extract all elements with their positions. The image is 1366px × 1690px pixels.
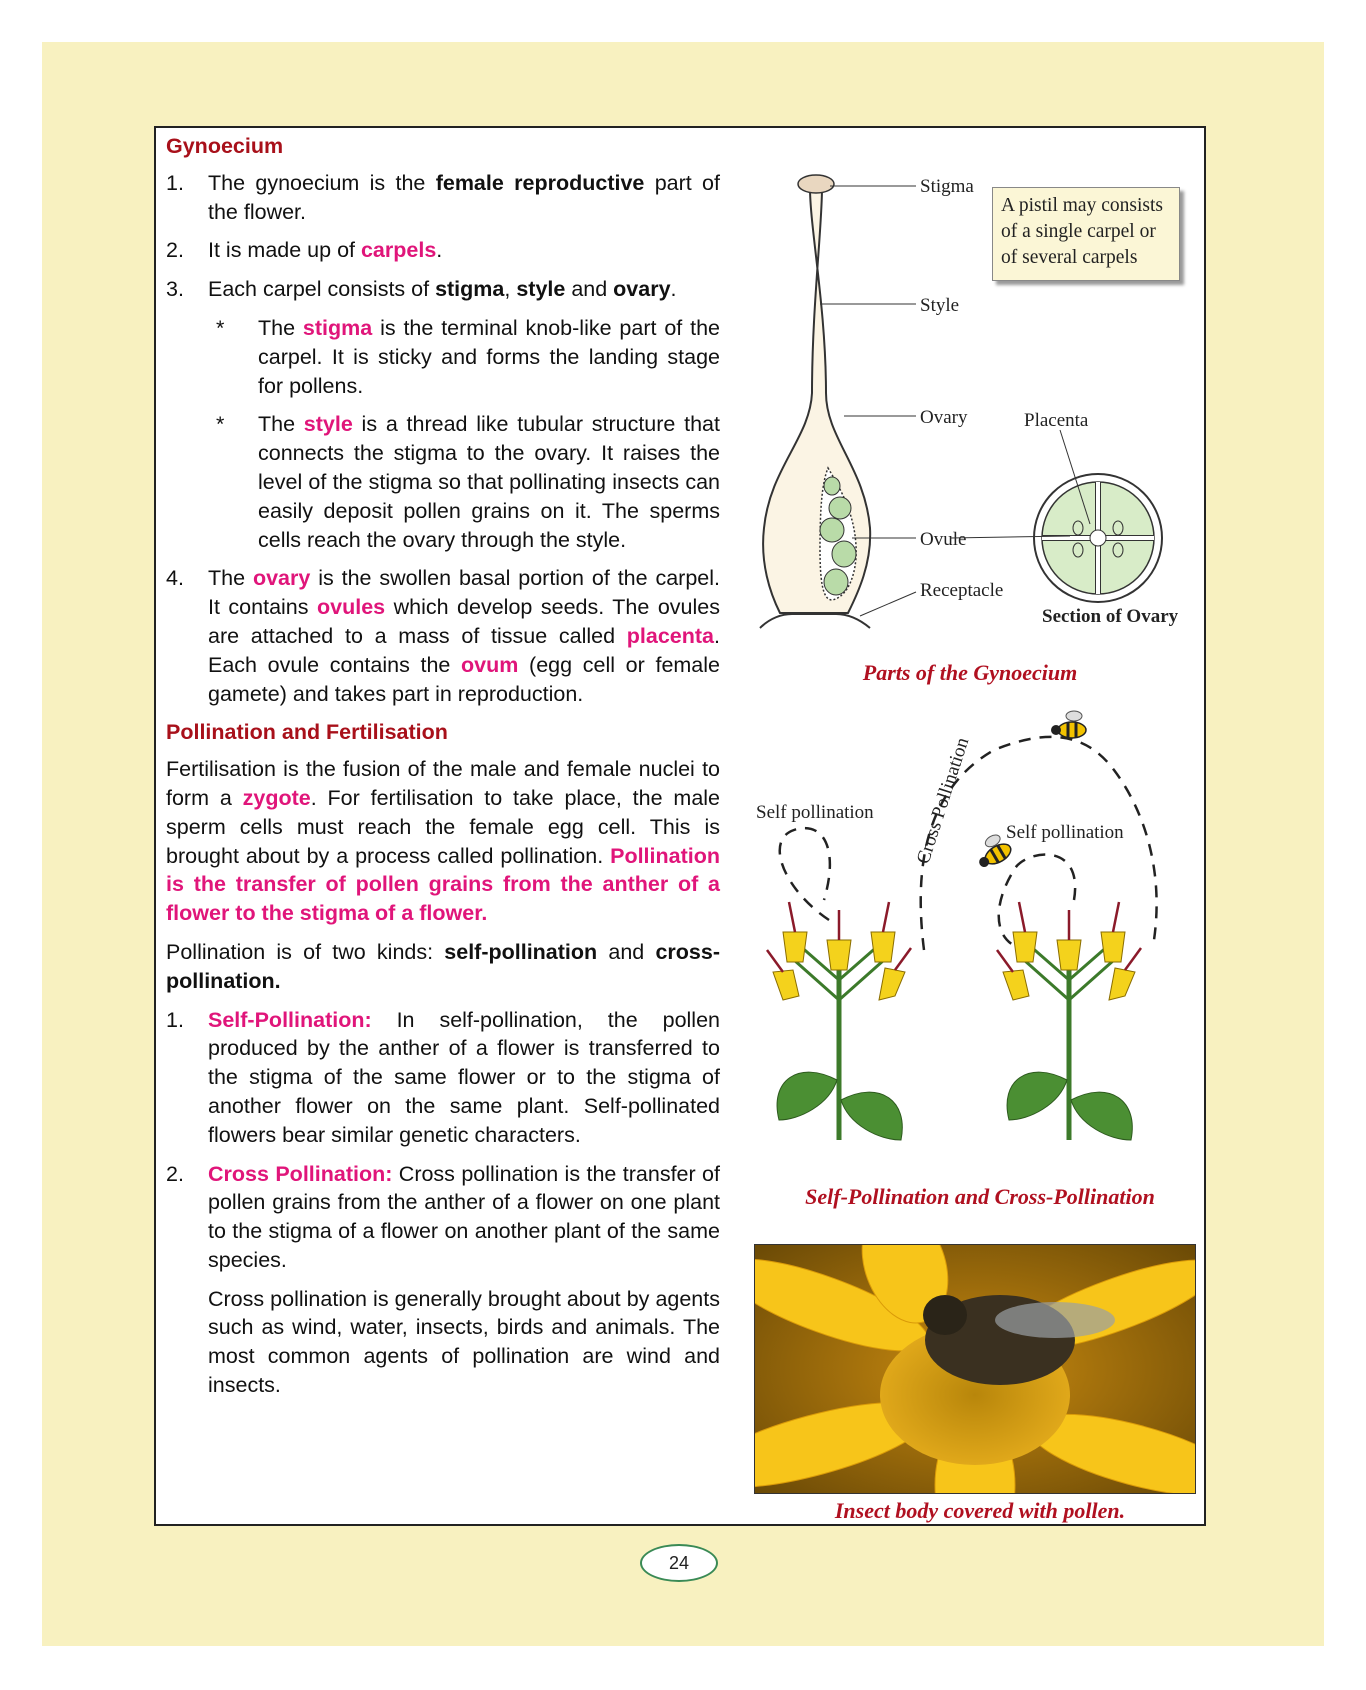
list-text: It is made up of carpels.	[208, 238, 443, 263]
list-number: 3.	[166, 277, 184, 302]
list-number: 1.	[166, 170, 184, 195]
label-cross-pollination: Cross Pollination	[912, 735, 974, 867]
list-item	[166, 275, 720, 304]
bullet-star: *	[216, 315, 225, 340]
list-number: 2.	[166, 238, 184, 263]
plant-left	[767, 902, 911, 1140]
label-placenta: Placenta	[1024, 410, 1089, 431]
list-text: Each carpel consists of stigma, style and ovary.	[208, 277, 677, 302]
receptacle	[760, 614, 870, 628]
list-item	[166, 564, 720, 708]
pollination-kinds-paragraph: Pollination is of two kinds: self-pollination and cross-pollination.	[166, 939, 720, 993]
label-ovule: Ovule	[920, 529, 967, 550]
list-item	[166, 1006, 720, 1150]
page-number: 24	[640, 1544, 718, 1582]
label-ovary: Ovary	[920, 407, 968, 428]
label-self-pollination-left: Self pollination	[756, 802, 874, 823]
pollination-heading: Pollination and Fertilisation	[166, 720, 448, 745]
bullet-star: *	[216, 412, 225, 437]
label-style: Style	[920, 295, 960, 316]
figure3-caption: Insect body covered with pollen.	[834, 1498, 1126, 1523]
fertilisation-paragraph: Fertilisation is the fusion of the male and female nuclei to form a zygote. For fertilisation to take place, the male sperm cells must reach the female egg cell. This is brought about by a process called pollination. Pollination is the transfer of pollen grains from the anther of a flower to the stigma of a flower.	[166, 757, 721, 926]
list-item	[166, 169, 720, 227]
list-number: 2.	[166, 1161, 184, 1186]
label-stigma: Stigma	[920, 176, 974, 197]
bee-icon	[1051, 711, 1086, 738]
list-text: The gynoecium is the female reproductive part of the flower.	[208, 170, 720, 224]
self-path-left	[780, 828, 830, 920]
figure2-caption: Self-Pollination and Cross-Pollination	[805, 1184, 1155, 1209]
label-receptacle: Receptacle	[920, 580, 1004, 601]
sub-list-text: The style is a thread like tubular structure that connects the stigma to the ovary. It raises the level of the stigma so that pollinating insects can easily deposit pollen grains on it. The sperms cells reach the ovary through the style.	[258, 412, 720, 552]
list-number: 1.	[166, 1007, 184, 1032]
gynoecium-heading: Gynoecium	[166, 134, 284, 158]
list-number: 4.	[166, 566, 184, 591]
pistil-note: A pistil may consists of a single carpel or of several carpels	[992, 187, 1180, 281]
bee-on-flower-photo	[754, 1244, 1196, 1494]
list-item	[166, 1160, 720, 1275]
list-text: The ovary is the swollen basal portion of the carpel. It contains ovules which develop seeds. The ovules are attached to a mass of tissue called placenta. Each ovule contains the ovum (egg cell or female gamete) and takes part in reproduction.	[208, 566, 720, 706]
text-column	[166, 132, 720, 1410]
label-self-pollination-right: Self pollination	[1006, 822, 1124, 843]
list-text: Cross Pollination: Cross pollination is the transfer of pollen grains from the anther of a flower on one plant to the stigma of a flower on another plant of the same species.	[208, 1161, 720, 1272]
pollination-diagram	[744, 700, 1204, 1180]
ovary-section	[1034, 474, 1162, 602]
sub-list-item	[208, 410, 720, 554]
sub-list-item	[208, 314, 720, 400]
list-item	[166, 236, 720, 265]
label-section-of-ovary: Section of Ovary	[1042, 606, 1179, 627]
list-text: Self-Pollination: In self-pollination, the pollen produced by the anther of a flower is transferred to the stigma of the same flower or to the stigma of another flower on the same plant. Self-pollinated flowers bear similar genetic characters.	[208, 1007, 720, 1147]
agents-paragraph: Cross pollination is generally brought about by agents such as wind, water, insects, birds and animals. The most common agents of pollination are wind and insects.	[208, 1286, 720, 1398]
sub-list-text: The stigma is the terminal knob-like part of the carpel. It is sticky and forms the landing stage for pollens.	[258, 315, 720, 398]
stigma-knob	[798, 175, 834, 193]
plant-right	[997, 902, 1141, 1140]
figure1-caption: Parts of the Gynoecium	[862, 660, 1078, 685]
